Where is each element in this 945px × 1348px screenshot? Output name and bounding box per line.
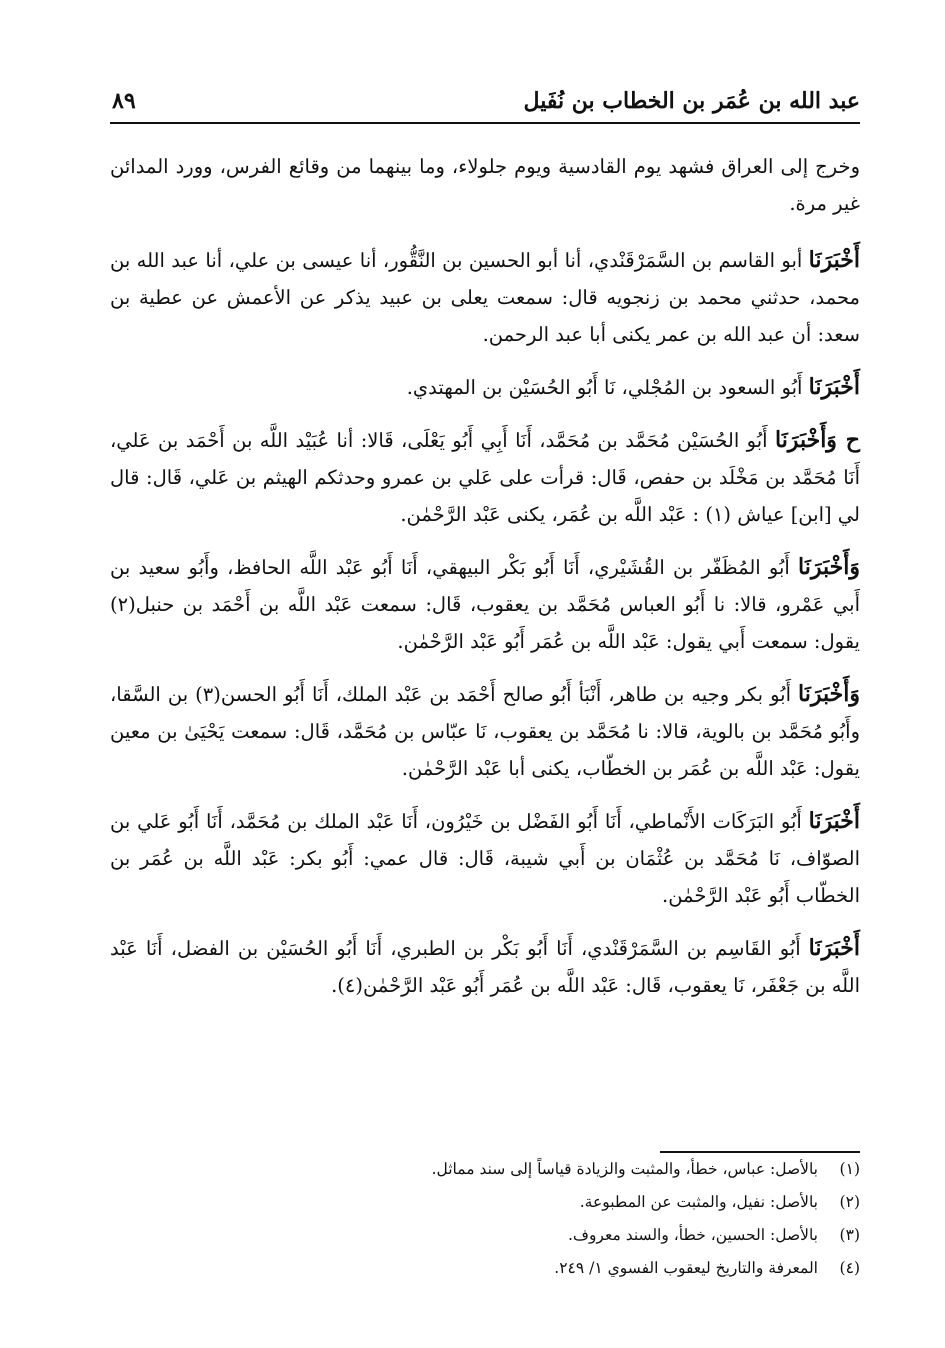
paragraph-text: وخرج إلى العراق فشهد يوم القادسية ويوم جلولاء، وما بينهما من وقائع الفرس، وورد المدائن غير مرة. <box>110 155 860 215</box>
footnote-text: بالأصل: عباس، خطأ، والمثبت والزيادة قياساً إلى سند مماثل. <box>431 1160 818 1178</box>
footnotes <box>110 1151 860 1285</box>
isnad-keyword: أَخْبَرَنَا <box>808 935 860 961</box>
paragraph <box>110 930 860 1004</box>
footnote <box>110 1252 860 1285</box>
isnad-keyword: وَأَخْبَرَنَا <box>798 681 860 707</box>
footnote-number: (١) <box>839 1160 860 1178</box>
footnote <box>110 1219 860 1252</box>
footnote-text: بالأصل: الحسين، خطأ، والسند معروف. <box>567 1226 818 1244</box>
footnote <box>110 1186 860 1219</box>
isnad-keyword: أَخْبَرَنَا <box>808 247 860 273</box>
paragraph-text: أبو القاسم بن السَّمَرْقَنْدي، أنا أبو الحسين بن النَّقُّور، أنا عيسى بن علي، أنا عبد الله بن محمد، حدثني محمد بن زنجويه قال: سمعت يعلى بن عبيد يذكر عن الأعمش عن عطية بن سعد: أن عبد الله بن عمر يكنى أبا عبد الرحمن. <box>110 249 860 346</box>
paragraph <box>110 422 860 533</box>
paragraph-text: أَبُو المُظَفّر بن القُشَيْري، أَنَا أَبُو بَكْر البيهقي، أَنَا أَبُو عَبْد اللَّه الحافظ، وأَبُو سعيد بن أَبي عَمْرو، قالا: نا أَبُو العباس مُحَمَّد بن يعقوب، قَال: سمعت عَبْد اللَّه بن أَحْمَد بن حنبل(٢) يقول: سمعت أَبي يقول: عَبْد اللَّه بن عُمَر أَبُو عَبْد الرَّحْمٰن. <box>110 556 860 653</box>
footnote-text: المعرفة والتاريخ ليعقوب الفسوي ١/ ٢٤٩. <box>554 1259 818 1277</box>
paragraph-text: أَبُو بكر وجيه بن طاهر، أَنْبَأ أَبُو صالح أَحْمَد بن عَبْد الملك، أَنَا أَبُو الحسن(٣) بن السَّقا، وأَبُو مُحَمَّد بن بالوية، قالا: نا مُحَمَّد بن يعقوب، نَا عبّاس بن مُحَمَّد، قَال: سمعت يَحْيَىٰ بن معين يقول: عَبْد اللَّه بن عُمَر بن الخطّاب، يكنى أبا عَبْد الرَّحْمٰن. <box>110 683 860 780</box>
page-number: ٨٩ <box>112 88 136 114</box>
isnad-keyword: أَخْبَرَنَا <box>808 808 860 834</box>
footnote <box>110 1153 860 1186</box>
main-text <box>110 148 860 1020</box>
paragraph <box>110 549 860 660</box>
footnote-number: (٣) <box>839 1226 860 1244</box>
footnote-text: بالأصل: نفيل، والمثبت عن المطبوعة. <box>579 1193 818 1211</box>
paragraph-text: أَبُو السعود بن المُجْلي، نَا أَبُو الحُسَيْن بن المهتدي. <box>406 376 809 399</box>
isnad-keyword: وَأَخْبَرَنَا <box>798 554 860 580</box>
paragraph <box>110 676 860 787</box>
running-title: عبد الله بن عُمَر بن الخطاب بن نُفَيل <box>523 88 860 114</box>
paragraph <box>110 803 860 914</box>
paragraph <box>110 369 860 406</box>
footnote-number: (٤) <box>839 1259 860 1277</box>
paragraph-text: أَبُو الحُسَيْن مُحَمَّد بن مُحَمَّد، أَنَا أَبِي أَبُو يَعْلَى، قَالا: أنا عُبَيْد اللَّه بن أَحْمَد بن عَلي، أَنَا مُحَمَّد بن مَخْلَد بن حفص، قَال: قرأت على عَلي بن عمرو وحدثكم الهيثم بن عَلي، قَال: قال لي [ابن] عياش (١) : عَبْد اللَّه بن عُمَر، يكنى عَبْد الرَّحْمٰن. <box>110 429 860 526</box>
paragraph <box>110 148 860 222</box>
paragraph <box>110 242 860 353</box>
paragraph-text: أَبُو القَاسِم بن السَّمَرْقَنْدي، أَنَا أَبُو بَكْر بن الطبري، أَنَا أَبُو الحُسَيْن بن الفضل، أَنَا عَبْد اللَّه بن جَعْفَر، نَا يعقوب، قَال: عَبْد اللَّه بن عُمَر أَبُو عَبْد الرَّحْمٰن(٤). <box>110 937 860 997</box>
isnad-keyword: ح وَأَخْبَرَنَا <box>774 427 860 453</box>
page-header <box>110 80 860 124</box>
paragraph-text: أَبُو البَرَكَات الأَنْماطي، أَنَا أَبُو الفَضْل بن خَيْرُون، أَنَا عَبْد الملك بن مُحَمَّد، أَنَا أَبُو عَلي بن الصوّاف، نَا مُحَمَّد بن عُثْمَان بن أَبي شيبة، قَال: قال عمي: أَبُو بكر: عَبْد اللَّه بن عُمَر بن الخطّاب أَبُو عَبْد الرَّحْمٰن. <box>110 810 860 907</box>
isnad-keyword: أَخْبَرَنَا <box>808 374 860 400</box>
footnote-number: (٢) <box>839 1193 860 1211</box>
